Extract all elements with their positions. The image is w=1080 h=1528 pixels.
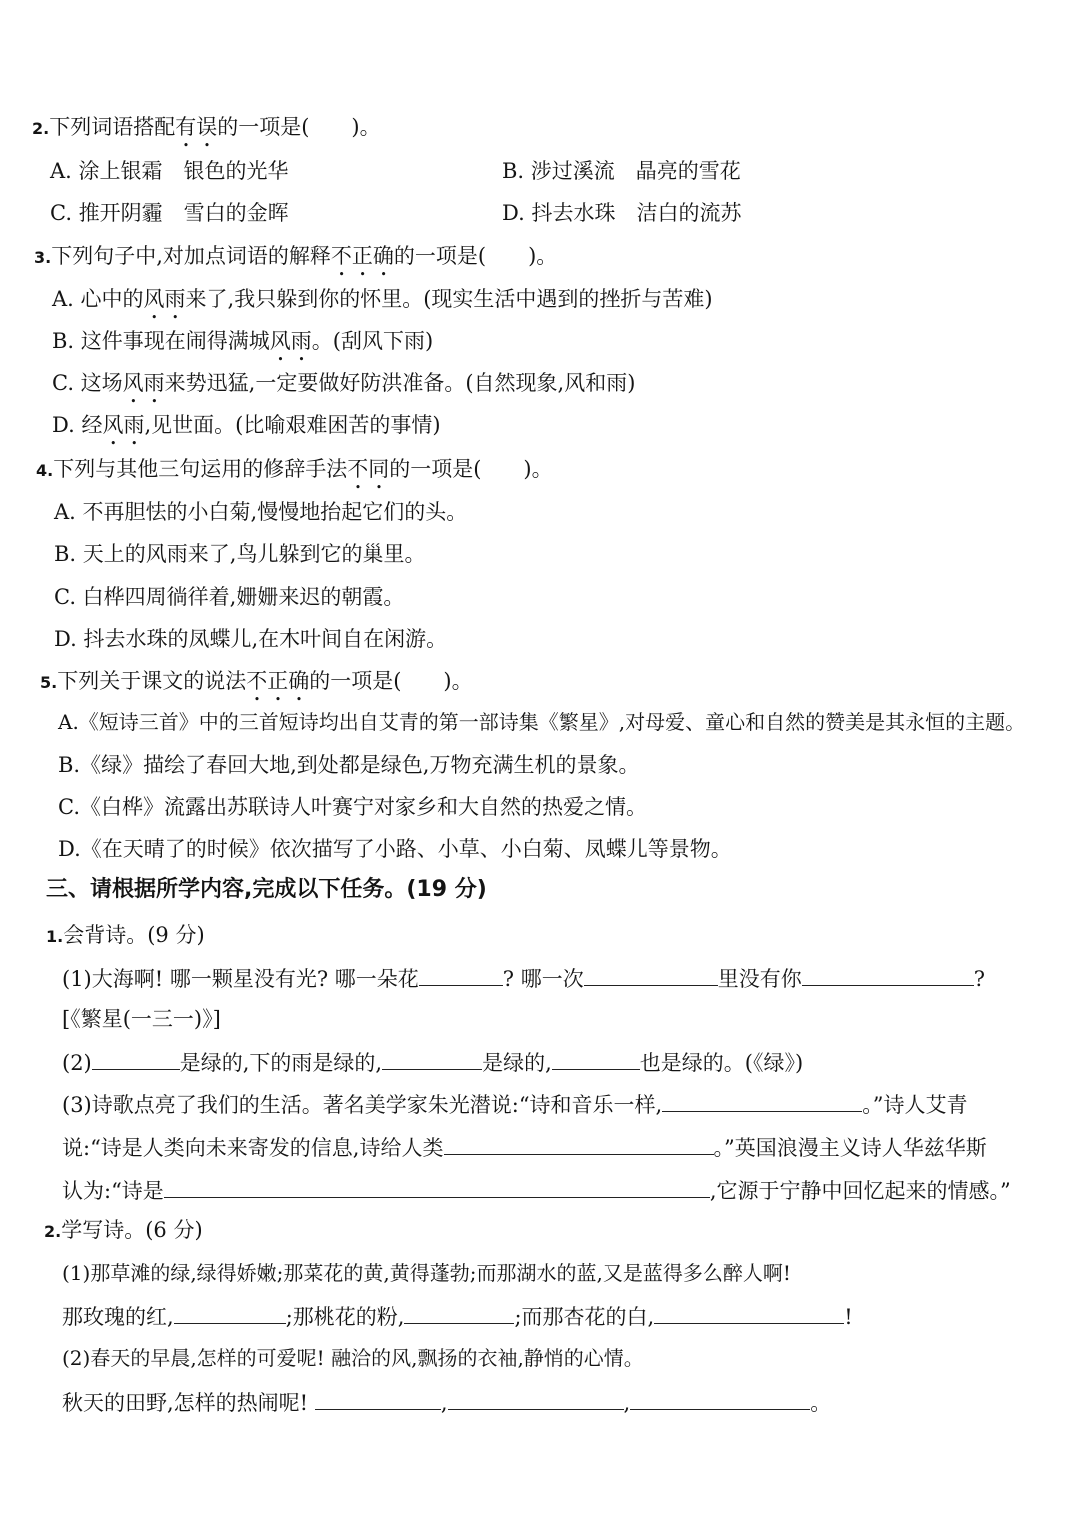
prompt-text: ,: [440, 1391, 448, 1415]
prompt-text: 。”英国浪漫主义诗人华兹华斯: [713, 1136, 987, 1160]
task-1-line-1: [62, 963, 985, 993]
question-2-stem: [32, 113, 381, 152]
prompt-text: ;那桃花的粉,: [285, 1305, 405, 1329]
task-2-title: [44, 1216, 203, 1246]
prompt-text: !: [844, 1305, 853, 1329]
option-a: [52, 285, 713, 324]
prompt-text: 。: [810, 1391, 832, 1415]
emphasized-text: 风雨: [122, 371, 165, 395]
prompt-text: 是绿的,下的雨是绿的,: [179, 1051, 383, 1075]
option-text: B. 这件事现在闹得满城: [52, 329, 270, 353]
option-a: A. 不再胆怯的小白菊,慢慢地抬起它们的头。: [54, 500, 468, 524]
question-4-stem: [36, 455, 553, 494]
task-1-line-5: [62, 1175, 1011, 1205]
answer-blank[interactable]: [448, 1387, 624, 1410]
answer-blank[interactable]: [662, 1089, 862, 1112]
answer-blank[interactable]: [654, 1301, 844, 1324]
task-title-text: 会背诗。(9 分): [63, 923, 205, 947]
task-2-line-3: (2)春天的早晨,怎样的可爱呢! 融洽的风,飘扬的衣袖,静悄的心情。: [62, 1346, 644, 1370]
answer-blank[interactable]: [164, 1175, 710, 1198]
prompt-text: (1)大海啊! 哪一颗星没有光? 哪一朵花: [62, 967, 419, 991]
poem-source: [《繁星(一三一)》]: [62, 1007, 221, 1031]
task-number: 1.: [46, 927, 64, 946]
question-number: 5.: [40, 673, 58, 692]
prompt-text: 也是绿的。(《绿》): [639, 1051, 804, 1075]
option-text: 来势迅猛,一定要做好防洪准备。(自然现象,风和雨): [164, 371, 636, 395]
task-2-line-1: (1)那草滩的绿,绿得娇嫩;那菜花的黄,黄得蓬勃;而那湖水的蓝,又是蓝得多么醉人啊!: [62, 1261, 791, 1285]
answer-blank[interactable]: [174, 1301, 286, 1324]
question-number: 2.: [32, 119, 50, 138]
stem-text: 下列关于课文的说法: [57, 669, 247, 693]
option-text: 来了,我只躲到你的怀里。(现实生活中遇到的挫折与苦难): [185, 287, 713, 311]
option-c: C. 白桦四周徜徉着,姗姗来迟的朝霞。: [54, 585, 405, 609]
option-a: A.《短诗三首》中的三首短诗均出自艾青的第一部诗集《繁星》,对母爱、童心和自然的赞美是其永恒的主题。: [58, 710, 1026, 734]
answer-blank[interactable]: [92, 1047, 180, 1070]
prompt-text: 说:“诗是人类向未来寄发的信息,诗给人类: [62, 1136, 444, 1160]
option-c: [52, 369, 635, 408]
prompt-text: 是绿的,: [482, 1051, 552, 1075]
stem-text: 下列句子中,对加点词语的解释: [51, 244, 331, 268]
emphasized-text: 不正确: [330, 244, 394, 268]
option-text: C. 这场: [52, 371, 123, 395]
emphasized-text: 不同: [347, 457, 390, 481]
prompt-text: (3)诗歌点亮了我们的生活。著名美学家朱光潜说:“诗和音乐一样,: [62, 1093, 663, 1117]
task-2-line-2: [62, 1301, 853, 1331]
option-text: ,见世面。(比喻艰难困苦的事情): [144, 413, 441, 437]
stem-text: 的一项是( )。: [389, 457, 553, 481]
prompt-text: ;而那杏花的白,: [514, 1305, 655, 1329]
task-1-line-2: [62, 1047, 803, 1077]
prompt-text: ?: [973, 967, 985, 991]
prompt-text: ,它源于宁静中回忆起来的情感。”: [709, 1179, 1011, 1203]
stem-text: 下列词语搭配: [49, 115, 176, 139]
option-text: D. 经: [52, 413, 103, 437]
answer-blank[interactable]: [404, 1301, 514, 1324]
prompt-text: 秋天的田野,怎样的热闹呢!: [62, 1391, 309, 1415]
answer-blank[interactable]: [630, 1387, 810, 1410]
answer-blank[interactable]: [802, 963, 974, 986]
option-c: C.《白桦》流露出苏联诗人叶赛宁对家乡和大自然的热爱之情。: [58, 795, 647, 819]
answer-blank[interactable]: [315, 1387, 441, 1410]
option-b: [52, 327, 433, 366]
emphasized-text: 风雨: [143, 287, 186, 311]
task-title-text: 学写诗。(6 分): [61, 1218, 203, 1242]
option-a: A. 涂上银霜 银色的光华: [50, 159, 289, 183]
task-1-title: [46, 921, 205, 951]
answer-blank[interactable]: [419, 963, 503, 986]
task-2-line-4: [62, 1387, 831, 1417]
option-d: [52, 411, 441, 450]
option-b: B.《绿》描绘了春回大地,到处都是绿色,万物充满生机的景象。: [58, 753, 640, 777]
question-5-stem: [40, 667, 473, 706]
option-b: B. 涉过溪流 晶亮的雪花: [502, 159, 741, 183]
prompt-text: ? 哪一次: [502, 967, 584, 991]
question-3-stem: [34, 242, 557, 281]
task-1-line-4: [62, 1132, 987, 1162]
section-3-title: 三、请根据所学内容,完成以下任务。(19 分): [46, 877, 487, 902]
stem-text: 的一项是( )。: [217, 115, 381, 139]
question-number: 4.: [36, 461, 54, 480]
prompt-text: 里没有你: [717, 967, 802, 991]
option-text: 。(刮风下雨): [311, 329, 434, 353]
emphasized-text: 不正确: [246, 669, 310, 693]
stem-text: 的一项是( )。: [393, 244, 558, 268]
prompt-text: 认为:“诗是: [62, 1179, 164, 1203]
option-d: D. 抖去水珠 洁白的流苏: [502, 201, 742, 225]
option-d: D. 抖去水珠的凤蝶儿,在木叶间自在闲游。: [54, 627, 448, 651]
emphasized-text: 风雨: [269, 329, 312, 353]
emphasized-text: 风雨: [102, 413, 145, 437]
answer-blank[interactable]: [552, 1047, 640, 1070]
task-number: 2.: [44, 1222, 62, 1241]
prompt-text: (2): [62, 1051, 92, 1075]
prompt-text: 那玫瑰的红,: [62, 1305, 174, 1329]
option-b: B. 天上的风雨来了,鸟儿躲到它的巢里。: [54, 542, 426, 566]
answer-blank[interactable]: [444, 1132, 714, 1155]
stem-text: 的一项是( )。: [309, 669, 473, 693]
option-text: A. 心中的: [52, 287, 144, 311]
answer-blank[interactable]: [382, 1047, 482, 1070]
prompt-text: 。”诗人艾青: [862, 1093, 968, 1117]
option-d: D.《在天晴了的时候》依次描写了小路、小草、小白菊、凤蝶儿等景物。: [58, 837, 732, 861]
answer-blank[interactable]: [584, 963, 718, 986]
stem-text: 下列与其他三句运用的修辞手法: [53, 457, 348, 481]
question-number: 3.: [34, 248, 52, 267]
emphasized-text: 有误: [175, 115, 218, 139]
prompt-text: ,: [623, 1391, 631, 1415]
option-c: C. 推开阴霾 雪白的金晖: [50, 201, 289, 225]
task-1-line-3: [62, 1089, 967, 1119]
